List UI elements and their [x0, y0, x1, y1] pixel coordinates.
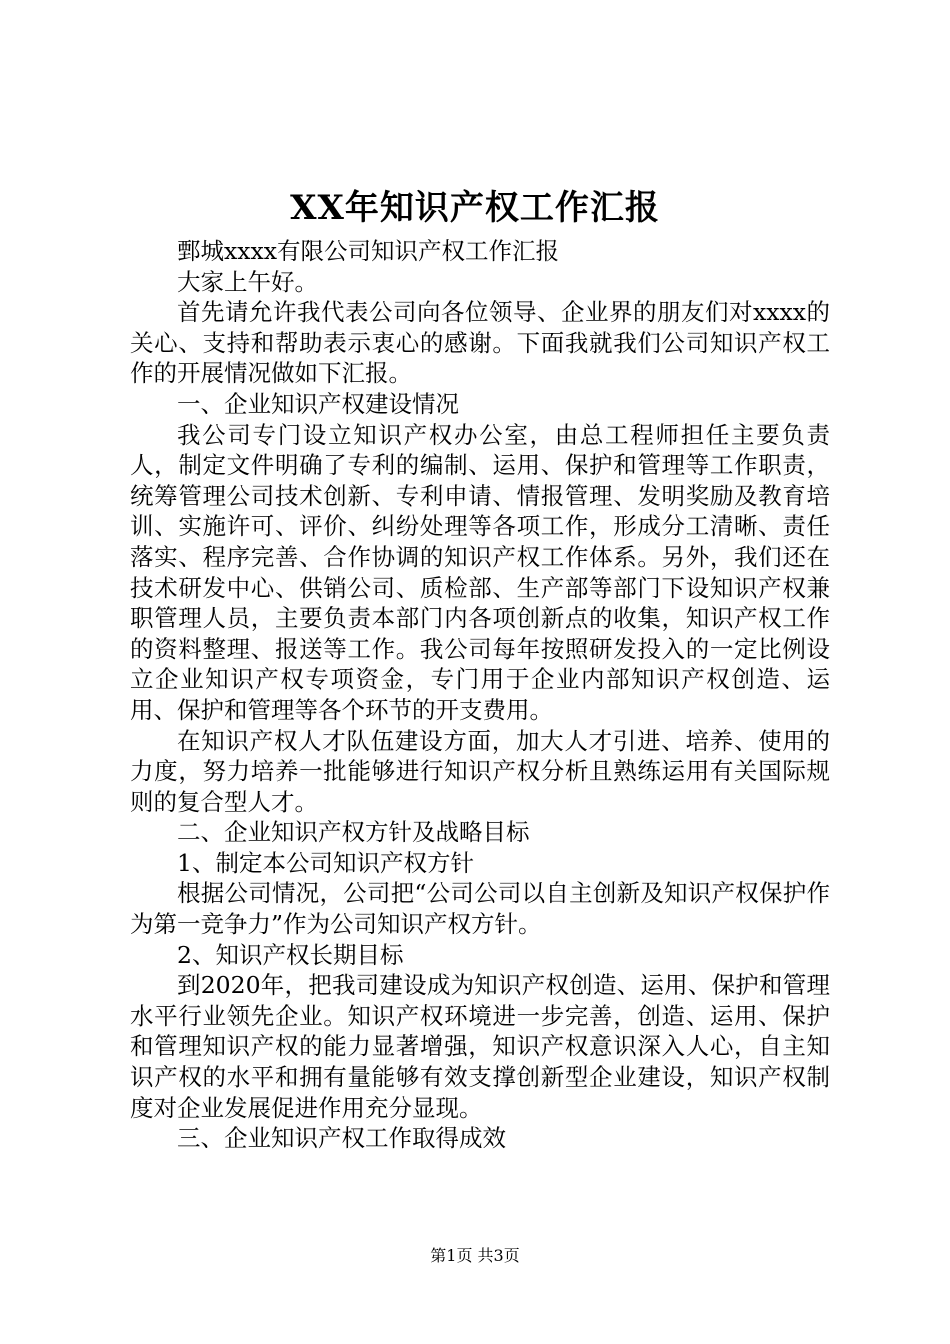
section-heading-3: 三、企业知识产权工作取得成效: [177, 1124, 506, 1153]
company-report-heading: 鄄城xxxx有限公司知识产权工作汇报: [177, 237, 560, 265]
subheading-long-term-goal: 2、知识产权长期目标: [177, 940, 404, 969]
paragraph-intro: 首先请允许我代表公司向各位领导、企业界的朋友们对xxxx的关心、支持和帮助表示衷心的感谢。下面我就我们公司知识产权工作的开展情况做如下汇报。: [130, 298, 830, 388]
page-footer: 第1页 共3页: [430, 1246, 520, 1265]
greeting: 大家上午好。: [177, 267, 318, 296]
section-heading-1: 一、企业知识产权建设情况: [177, 389, 459, 418]
paragraph-talent: 在知识产权人才队伍建设方面，加大人才引进、培养、使用的力度，努力培养一批能够进行知识产权分析且熟练运用有关国际规则的复合型人才。: [130, 726, 830, 816]
paragraph-section-1: 我公司专门设立知识产权办公室，由总工程师担任主要负责人，制定文件明确了专利的编制、运用、保护和管理等工作职责，统筹管理公司技术创新、专利申请、情报管理、发明奖励及教育培训、实施许可、评价、纠纷处理等各项工作，形成分工清晰、责任落实、程序完善、合作协调的知识产权工作体系。另外，我们还在技术研发中心、供销公司、质检部、生产部等部门下设知识产权兼职管理人员，主要负责本部门内各项创新点的收集，知识产权工作的资料整理、报送等工作。我公司每年按照研发投入的一定比例设立企业知识产权专项资金，专门用于企业内部知识产权创造、运用、保护和管理等各个环节的开支费用。: [130, 420, 830, 724]
section-heading-2: 二、企业知识产权方针及战略目标: [177, 818, 530, 847]
paragraph-policy: 根据公司情况，公司把“公司公司以自主创新及知识产权保护作为第一竞争力”作为公司知识产权方针。: [130, 879, 830, 939]
subheading-policy: 1、制定本公司知识产权方针: [177, 848, 474, 877]
paragraph-long-term-goal: 到2020年，把我司建设成为知识产权创造、运用、保护和管理水平行业领先企业。知识产权环境进一步完善，创造、运用、保护和管理知识产权的能力显著增强，知识产权意识深入人心，自主知识产权的水平和拥有量能够有效支撑创新型企业建设，知识产权制度对企业发展促进作用充分显现。: [130, 971, 830, 1122]
document-title: XX年知识产权工作汇报: [290, 188, 660, 228]
document-body: [130, 236, 830, 1154]
